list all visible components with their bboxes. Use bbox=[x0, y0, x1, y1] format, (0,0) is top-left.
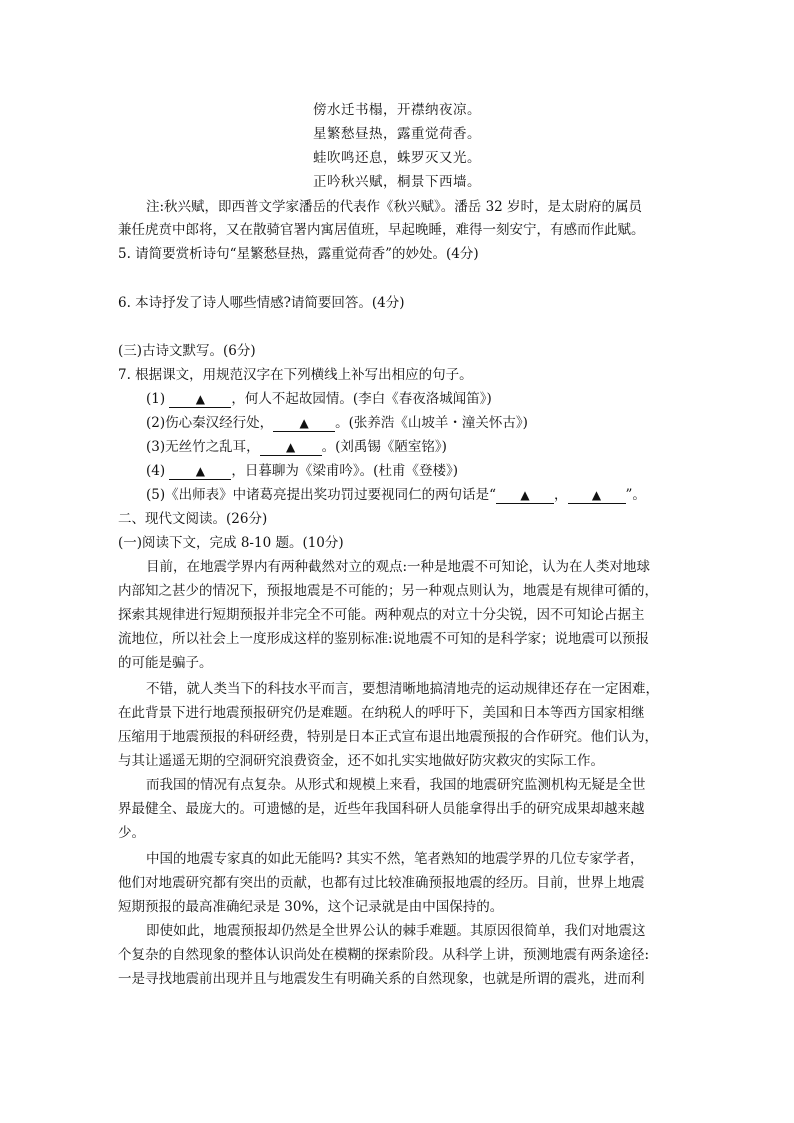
question-6: 6. 本诗抒发了诗人哪些情感?请简要回答。(4分) bbox=[118, 295, 405, 311]
poem-line-2: 星繁愁昼热，露重觉荷香。 bbox=[313, 126, 481, 142]
triangle-marker-icon: ▲ bbox=[591, 488, 602, 502]
triangle-marker-icon: ▲ bbox=[195, 464, 206, 478]
q7-3-suffix: 。(刘禹锡《陋室铭》) bbox=[321, 439, 447, 455]
poem-line-4: 正吟秋兴赋，桐景下西墙。 bbox=[313, 174, 481, 190]
answer-blank-7-5b[interactable] bbox=[568, 488, 626, 504]
note-line-2: 兼任虎贲中郎将，又在散骑官署内寓居值班，早起晚睡，难得一刻安宁，有感而作此赋。 bbox=[118, 222, 645, 238]
question-7-2 bbox=[146, 413, 528, 433]
para-1-line-4: 流地位，所以社会上一度形成这样的鉴别标准:说地震不可知的是科学家；说地震可以预报 bbox=[118, 631, 650, 647]
q7-4-prefix: (4) bbox=[146, 463, 166, 479]
answer-blank-7-4[interactable] bbox=[169, 464, 231, 480]
para-5-line-1: 即使如此，地震预报却仍然是全世界公认的棘手难题。其原因很简单，我们对地震这 bbox=[146, 923, 646, 939]
para-2-line-4: 与其让遥遥无期的空洞研究浪费资金，还不如扎实实地做好防灾救灾的实际工作。 bbox=[118, 753, 604, 769]
triangle-marker-icon: ▲ bbox=[286, 440, 296, 454]
para-2-line-2: 在此背景下进行地震预报研究仍是难题。在纳税人的呼吁下，美国和日本等西方国家相继 bbox=[118, 705, 645, 721]
para-2-line-3: 压缩用于地震预报的科研经费，特别是日本正式宣布退出地震预报的合作研究。他们认为， bbox=[118, 729, 658, 745]
para-4-line-3: 短期预报的最高准确纪录是 30%，这个记录就是由中国保持的。 bbox=[118, 899, 504, 915]
answer-blank-7-5a[interactable] bbox=[496, 488, 554, 504]
q7-2-prefix: (2)伤心秦汉经行处， bbox=[146, 415, 274, 431]
question-7: 7. 根据课文，用规范汉字在下列横线上补写出相应的句子。 bbox=[118, 367, 473, 383]
triangle-marker-icon: ▲ bbox=[520, 488, 530, 502]
triangle-marker-icon: ▲ bbox=[299, 416, 309, 430]
note-line-1: 注:秋兴赋，即西普文学家潘岳的代表作《秋兴赋》。潘岳 32 岁时，是太尉府的属员 bbox=[146, 199, 643, 215]
section-3-heading: (三)古诗文默写。(6分) bbox=[118, 343, 256, 359]
para-3-line-2: 界最健全、最庞大的。可遗憾的是，近些年我国科研人员能拿得出手的研究成果却越来越 bbox=[118, 801, 645, 817]
answer-blank-7-3[interactable] bbox=[260, 440, 322, 456]
question-7-5 bbox=[146, 485, 646, 505]
question-7-4 bbox=[146, 461, 458, 481]
q7-2-suffix: 。(张养浩《山坡羊・潼关怀古》) bbox=[335, 415, 528, 431]
para-5-line-3: 一是寻找地震前出现并且与地震发生有明确关系的自然现象，也就是所谓的震兆，进而利 bbox=[118, 971, 645, 987]
q7-4-suffix: ，日暮聊为《梁甫吟》。(杜甫《登楼》) bbox=[231, 463, 458, 479]
para-1-line-5: 的可能是骗子。 bbox=[118, 655, 213, 671]
poem-line-3: 蛙吹鸣还息，蛛罗灭又光。 bbox=[313, 150, 481, 166]
para-3-line-1: 而我国的情况有点复杂。从形式和规模上来看，我国的地震研究监测机构无疑是全世 bbox=[146, 777, 646, 793]
poem-line-1: 傍水迁书榻，开襟纳夜凉。 bbox=[313, 102, 481, 118]
q7-3-prefix: (3)无丝竹之乱耳， bbox=[146, 439, 260, 455]
q7-5-suffix: ”。 bbox=[625, 487, 646, 503]
question-7-1 bbox=[146, 389, 492, 409]
part-2-heading: 二、现代文阅读。(26分) bbox=[118, 511, 268, 527]
para-4-line-2: 他们对地震研究都有突出的贡献，也都有过比较准确预报地震的经历。目前，世界上地震 bbox=[118, 875, 645, 891]
q7-5-prefix: (5)《出师表》中诸葛亮提出奖功罚过要视同仁的两句话是“ bbox=[146, 487, 497, 503]
para-1-line-3: 探索其规律进行短期预报并非完全不可能。两种观点的对立十分尖锐，因不可知论占据主 bbox=[118, 607, 645, 623]
q7-1-prefix: (1) bbox=[146, 391, 166, 407]
para-5-line-2: 个复杂的自然现象的整体认识尚处在模糊的探索阶段。从科学上讲，预测地震有两条途径: bbox=[118, 947, 650, 963]
para-2-line-1: 不错，就人类当下的科技水平而言，要想清晰地搞清地壳的运动规律还存在一定困难， bbox=[146, 681, 659, 697]
q7-1-suffix: ，何人不起故园情。(李白《春夜洛城闻笛》) bbox=[231, 391, 492, 407]
para-3-line-3: 少。 bbox=[118, 825, 145, 841]
question-7-3 bbox=[146, 437, 447, 457]
question-5: 5. 请简要赏析诗句“星繁愁昼热，露重觉荷香”的妙处。(4分) bbox=[118, 246, 479, 262]
para-1-line-1: 目前，在地震学界内有两种截然对立的观点:一种是地震不可知论，认为在人类对地球 bbox=[146, 559, 651, 575]
answer-blank-7-1[interactable] bbox=[169, 392, 231, 408]
triangle-marker-icon: ▲ bbox=[195, 392, 206, 406]
q7-5-separator: ， bbox=[554, 487, 568, 503]
answer-blank-7-2[interactable] bbox=[273, 416, 335, 432]
subsection-1-heading: (一)阅读下文，完成 8-10 题。(10分) bbox=[118, 535, 344, 551]
para-1-line-2: 内部知之甚少的情况下，预报地震是不可能的；另一种观点则认为，地震是有规律可循的， bbox=[118, 583, 658, 599]
para-4-line-1: 中国的地震专家真的如此无能吗? 其实不然，笔者熟知的地震学界的几位专家学者， bbox=[146, 851, 644, 867]
